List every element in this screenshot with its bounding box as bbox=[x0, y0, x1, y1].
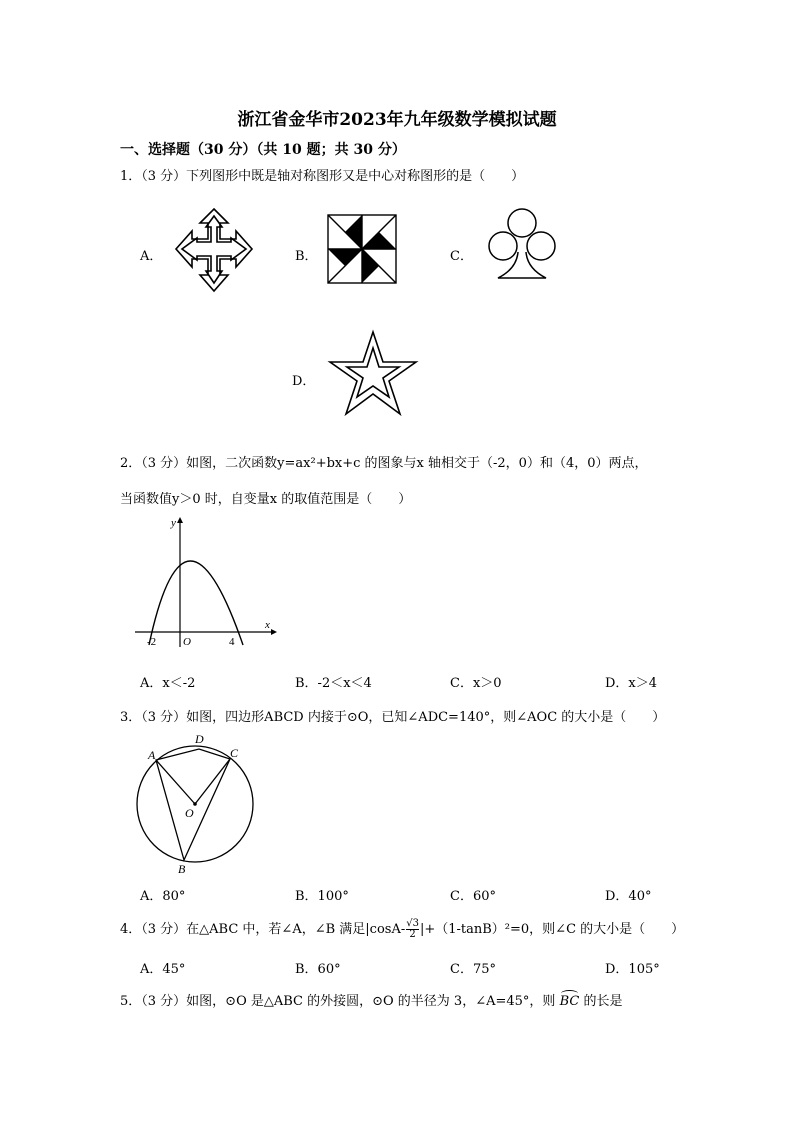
y-axis-label: y bbox=[171, 517, 176, 529]
q1-figure-c-club bbox=[484, 206, 560, 282]
q4-option-c: C．75° bbox=[450, 962, 496, 977]
q1-option-b-label: B． bbox=[295, 249, 318, 264]
origin-label: O bbox=[183, 636, 191, 648]
point-c-label: C bbox=[230, 746, 239, 760]
tick-label-4: 4 bbox=[229, 636, 235, 648]
q5-arc-bc: BC bbox=[559, 994, 580, 1009]
question-5-text bbox=[120, 990, 622, 1009]
question-4-text bbox=[120, 918, 684, 940]
q4-fraction-denominator: 2 bbox=[409, 929, 416, 940]
q4-option-d: D．105° bbox=[605, 962, 660, 977]
tick-label-neg2: -2 bbox=[147, 636, 157, 648]
point-b-label: B bbox=[178, 862, 186, 876]
question-1-text: 1．（3 分）下列图形中既是轴对称图形又是中心对称图形的是（ ） bbox=[120, 169, 525, 184]
section-heading: 一、选择题（30 分）（共 10 题；共 30 分） bbox=[120, 142, 406, 158]
point-a-label: A bbox=[148, 748, 156, 762]
q4-fraction-numerator: √3 bbox=[406, 918, 419, 929]
q1-option-a-label: A． bbox=[140, 249, 163, 264]
x-axis-label: x bbox=[265, 619, 270, 631]
q2-parabola-graph bbox=[135, 517, 280, 652]
q4-text-start: 4．（3 分）在△ABC 中，若∠A，∠B 满足|cosA- bbox=[120, 922, 406, 937]
q1-figure-b-pinwheel bbox=[327, 214, 397, 284]
question-2-line-1: 2．（3 分）如图，二次函数y=ax²+bx+c 的图象与x 轴相交于（-2，0）和（4，0）两点， bbox=[120, 456, 648, 471]
q5-text-start: 5．（3 分）如图，⊙O 是△ABC 的外接圆，⊙O 的半径为 3，∠A=45°，则 bbox=[120, 994, 556, 1009]
point-d-label: D bbox=[195, 732, 204, 746]
q4-option-b: B．60° bbox=[295, 962, 341, 977]
q3-option-c: C．60° bbox=[450, 889, 496, 904]
q1-figure-a-four-arrows bbox=[172, 207, 256, 293]
question-3-text: 3．（3 分）如图，四边形ABCD 内接于⊙O，已知∠ADC=140°，则∠AOC 的大小是（ ） bbox=[120, 710, 666, 725]
page-title: 浙江省金华市2023年九年级数学模拟试题 bbox=[237, 110, 557, 130]
q3-circle-figure bbox=[135, 730, 255, 875]
q1-option-c-label: C． bbox=[450, 249, 473, 264]
q2-option-a: A．x＜-2 bbox=[140, 676, 196, 691]
q1-figure-d-star bbox=[328, 330, 418, 416]
question-2-line-2: 当函数值y＞0 时，自变量x 的取值范围是（ ） bbox=[120, 492, 412, 507]
point-o-label: O bbox=[185, 806, 194, 820]
q2-option-d: D．x＞4 bbox=[605, 676, 658, 691]
q4-option-a: A．45° bbox=[140, 962, 186, 977]
q5-text-end: 的长是 bbox=[583, 994, 623, 1009]
q3-option-a: A．80° bbox=[140, 889, 186, 904]
q4-text-end: |+（1-tanB）²=0，则∠C 的大小是（ ） bbox=[419, 922, 685, 937]
q2-option-b: B．-2＜x＜4 bbox=[295, 676, 372, 691]
q1-option-d-label: D． bbox=[292, 374, 316, 389]
quadrilateral-abcd bbox=[156, 749, 230, 860]
q3-option-b: B．100° bbox=[295, 889, 349, 904]
q2-option-c: C．x＞0 bbox=[450, 676, 502, 691]
q4-fraction bbox=[406, 919, 419, 940]
q3-option-d: D．40° bbox=[605, 889, 652, 904]
